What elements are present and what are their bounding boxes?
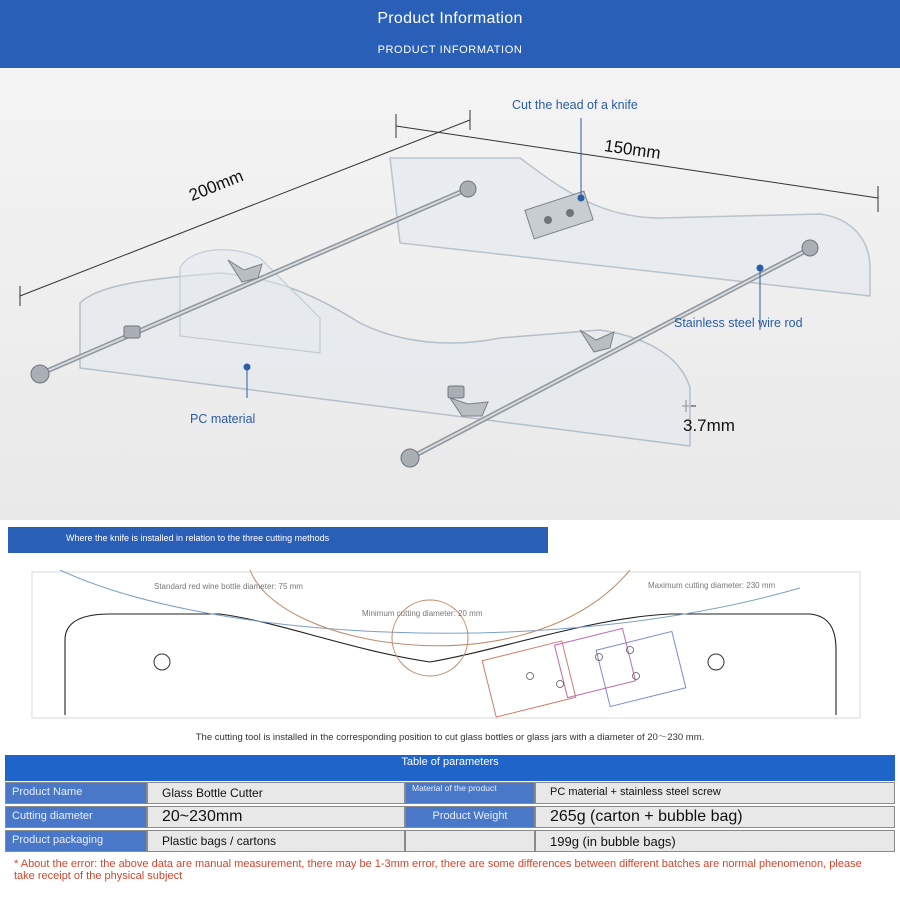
row-value-weight: 265g (carton + bubble bag) [535,806,895,828]
methods-title-bar: Where the knife is installed in relation to the three cutting methods [8,527,548,553]
diagram-caption: The cutting tool is installed in the corresponding position to cut glass bottles or glass jars with a diameter of 20～230 mm. [195,732,705,743]
dimension-thickness: 3.7mm [683,416,735,435]
table-row [5,806,895,828]
parameters-title: Table of parameters [5,755,895,781]
row-value-material: PC material + stainless steel screw [535,782,895,804]
table-row [5,830,895,852]
label-pc-material: PC material [190,412,256,426]
row-value-cutting-diameter: 20~230mm [147,806,405,828]
header-title: Product Information [377,10,523,27]
header-subtitle: PRODUCT INFORMATION [377,44,523,56]
cutting-diagram [30,570,862,720]
label-min-diameter: Minimum cutting diameter: 20 mm [362,609,483,618]
label-max-diameter: Maximum cutting diameter: 230 mm [648,581,776,590]
dimension-length: 200mm [186,166,246,205]
row-key-empty [405,830,535,852]
row-value-product-name: Glass Bottle Cutter [147,782,405,804]
header-banner [0,0,900,68]
label-steel-rod: Stainless steel wire rod [674,316,803,330]
row-value-packed-weight: 199g (in bubble bags) [535,830,895,852]
table-row [5,782,895,804]
row-value-packaging: Plastic bags / cartons [147,830,405,852]
bottle-cutter-illustration [0,68,900,520]
label-standard-diameter: Standard red wine bottle diameter: 75 mm [154,582,303,591]
product-photo [0,68,900,520]
row-key-cutting-diameter: Cutting diameter [5,806,147,828]
label-knife-head: Cut the head of a knife [512,98,638,112]
row-key-product-name: Product Name [5,782,147,804]
dimension-width: 150mm [603,136,662,163]
row-key-packaging: Product packaging [5,830,147,852]
cutting-diagram-svg [30,570,862,720]
row-key-material: Material of the product [405,782,535,804]
error-note: * About the error: the above data are manual measurement, there may be 1-3mm error, there are some differences between different batches are normal phenomenon, please take receipt of the physical subject [14,858,862,882]
row-key-weight: Product Weight [405,806,535,828]
